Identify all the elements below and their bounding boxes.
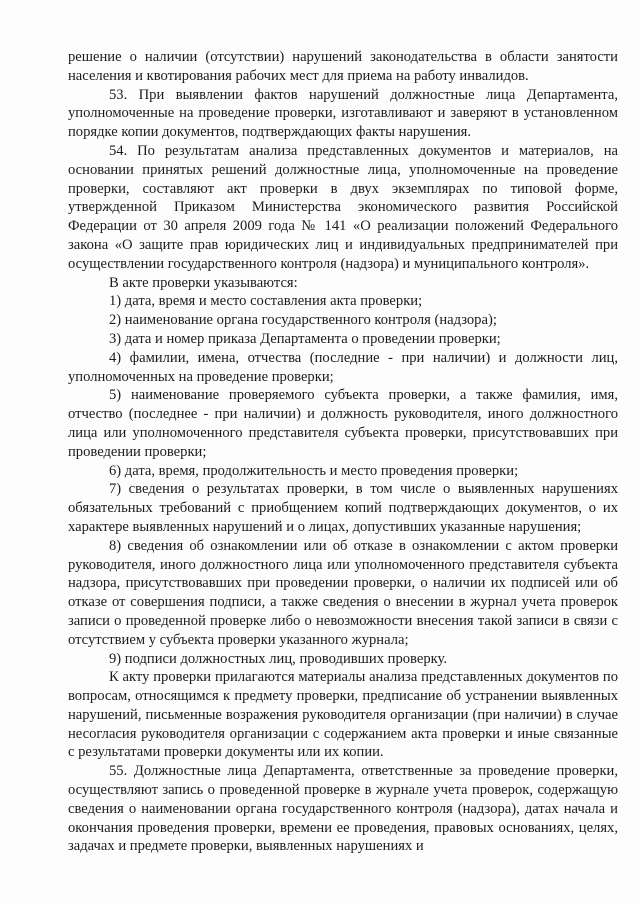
paragraph-continuation: решение о наличии (отсутствии) нарушений законодательства в области занятости населения и квотирования рабочих мест для приема на работу инвалидов.: [68, 49, 618, 84]
list-item-3: 3) дата и номер приказа Департамента о проведении проверки;: [109, 330, 501, 347]
list-item-5: 5) наименование проверяемого субъекта проверки, а также фамилия, имя, отчество (последнее - при наличии) и должность руководителя, иного должностного лица или уполномоченного представителя субъекта проверки, присутствовавших при проведении проверки;: [68, 387, 618, 460]
paragraph-54: 54. По результатам анализа представленных документов и материалов, на основании принятых решений должностные лица, уполномоченные на проведение проверки, составляют акт проверки в двух экземплярах по типовой форме, утвержденной Приказом Министерства экономического развития Российской Федерации от 30 апреля 2009 года № 141 «О реализации положений Федерального закона «О защите прав юридических лиц и индивидуальных предпринимателей при осуществлении государственного контроля (надзора) и муниципального контроля».: [68, 142, 618, 272]
paragraph-55: 55. Должностные лица Департамента, ответственные за проведение проверки, осуществляют запись о проведенной проверке в журнале учета проверок, содержащую сведения о наименовании органа государственного контроля (надзора), датах начала и окончания проведения проверки, времени ее проведения, правовых основаниях, целях, задачах и предмете проверки, выявленных нарушениях и: [68, 763, 618, 855]
list-item-7: 7) сведения о результатах проверки, в том числе о выявленных нарушениях обязательных требований с приобщением копий подтверждающих документов, о их характере выявленных нарушений и о лицах, допустивших указанные нарушения;: [68, 481, 618, 535]
list-item-4: 4) фамилии, имена, отчества (последние - при наличии) и должности лиц, уполномоченных на проведение проверки;: [68, 349, 618, 385]
list-item-8: 8) сведения об ознакомлении или об отказе в ознакомлении с актом проверки руководителя, иного должностного лица или уполномоченного представителя субъекта надзора, присутствовавших при проведении проверки, о наличии их подписей или об отказе от совершения подписи, а также сведения о внесении в журнал учета проверок записи о проведенной проверке либо о невозможности внесения такой записи в связи с отсутствием у субъекта проверки указанного журнала;: [68, 537, 618, 648]
document-body: [68, 48, 618, 856]
list-item-1: 1) дата, время и место составления акта проверки;: [109, 293, 423, 310]
attachments-paragraph: К акту проверки прилагаются материалы анализа представленных документов по вопросам, относящимся к предмету проверки, предписание об устранении выявленных нарушений, письменные возражения руководителя организации (при наличии) в случае несогласия руководителя организации с содержанием акта проверки и иные связанные с результатами проверки документы или их копии.: [68, 669, 618, 761]
list-item-2: 2) наименование органа государственного контроля (надзора);: [109, 312, 497, 329]
list-item-9: 9) подписи должностных лиц, проводивших проверку.: [109, 650, 447, 667]
act-contents-intro: В акте проверки указываются:: [109, 274, 298, 291]
list-item-6: 6) дата, время, продолжительность и место проведения проверки;: [109, 462, 519, 479]
paragraph-53: 53. При выявлении фактов нарушений должностные лица Департамента, уполномоченные на проведение проверки, изготавливают и заверяют в установленном порядке копии документов, подтверждающих факты нарушения.: [68, 86, 618, 141]
